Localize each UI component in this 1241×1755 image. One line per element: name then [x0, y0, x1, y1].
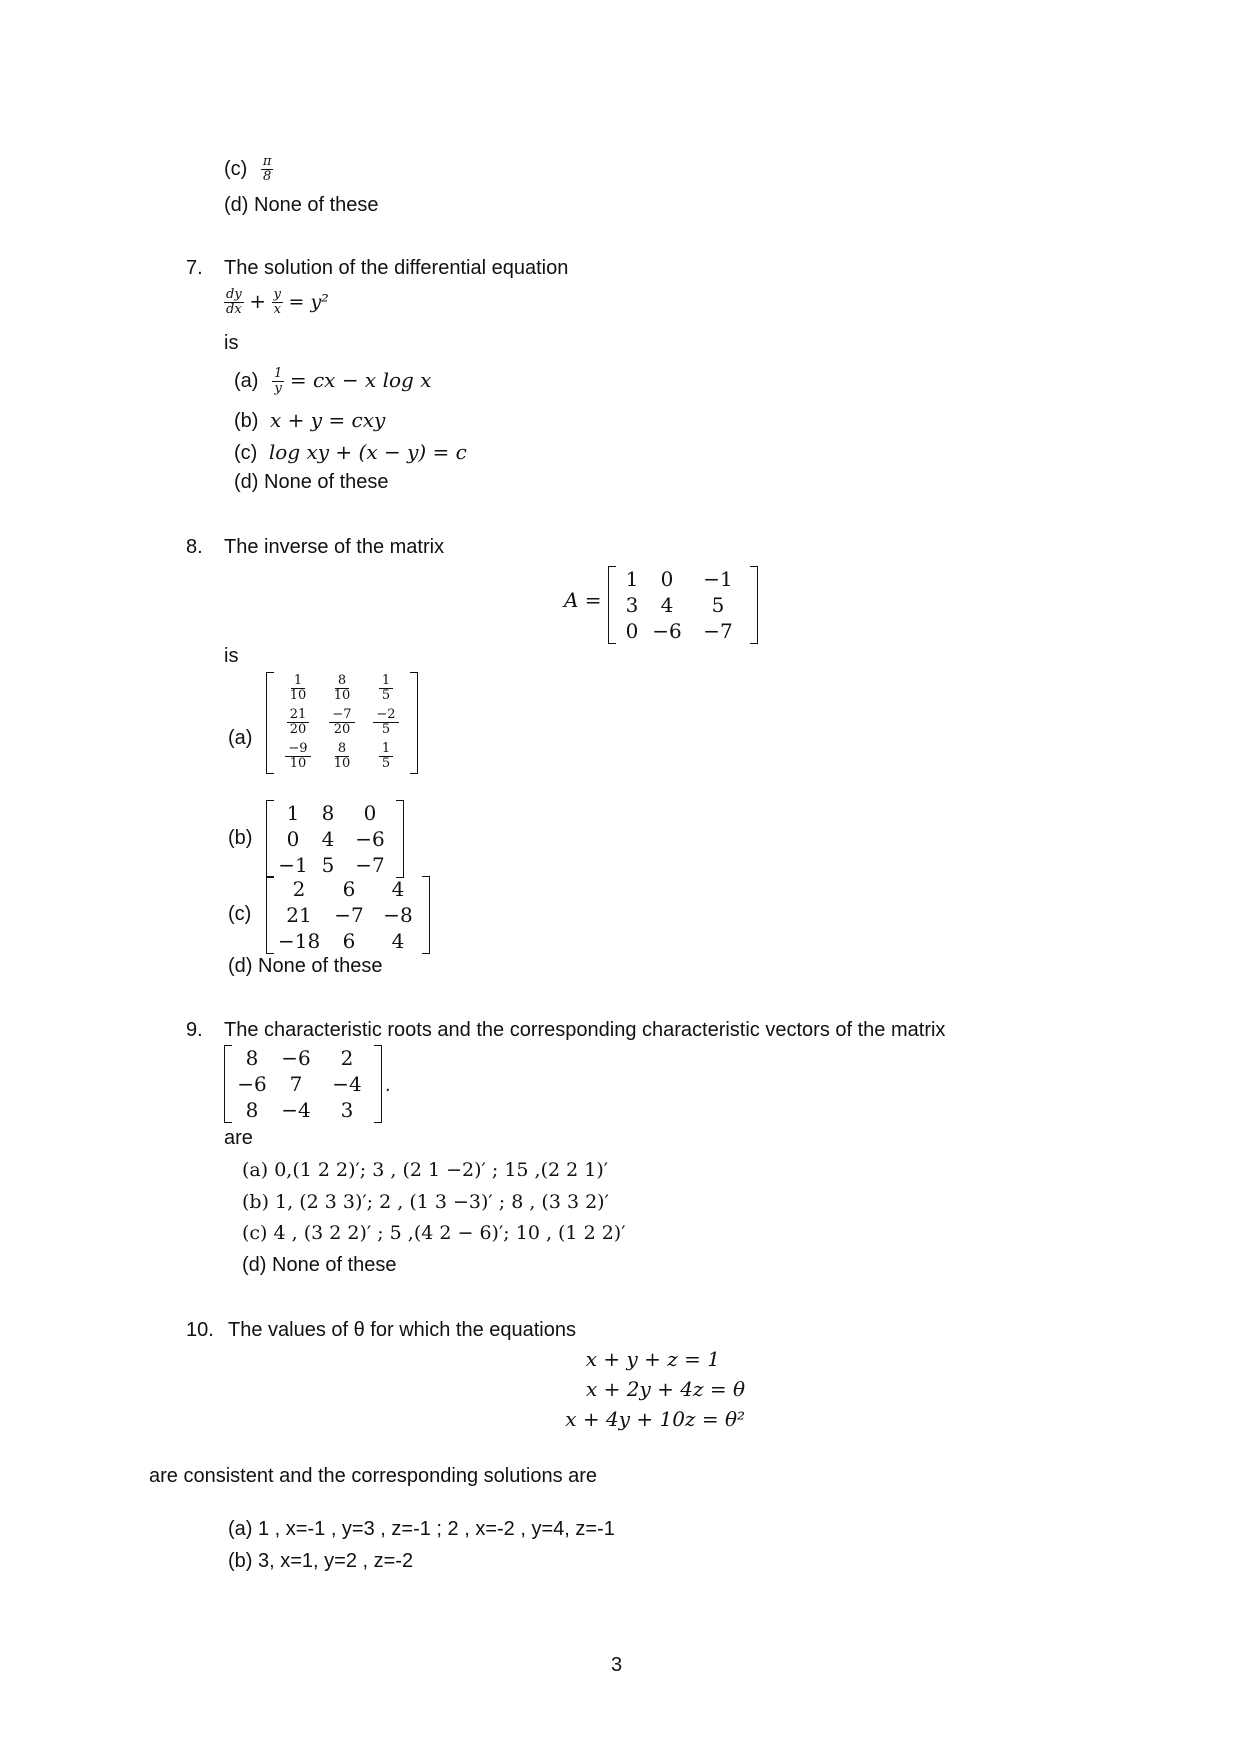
- q10-equation-3: x + 4y + 10z = θ²: [565, 1407, 745, 1431]
- q6-option-c: [224, 155, 273, 184]
- option-expression: log xy + (x − y) = c: [268, 440, 467, 464]
- q7-option-b: [234, 408, 385, 433]
- denominator: 20: [289, 722, 307, 737]
- q9-text: The characteristic roots and the corresponding characteristic vectors of the matrix: [224, 1019, 946, 1041]
- numerator: 8: [335, 674, 349, 689]
- fraction-dy-dx: [224, 288, 244, 317]
- matrix-grid: [274, 800, 396, 878]
- denominator: 10: [289, 688, 307, 703]
- numerator: y: [273, 287, 281, 302]
- q9-option-d: (d) None of these: [242, 1254, 397, 1276]
- matrix-entry: −4: [332, 1072, 362, 1096]
- denominator: 10: [289, 756, 307, 771]
- matrix-entry: 4: [660, 593, 674, 617]
- q8-option-b-matrix: [266, 800, 404, 878]
- right-bracket: [750, 566, 758, 644]
- q10-text: The values of θ for which the equations: [228, 1319, 576, 1341]
- q6-option-d: (d) None of these: [224, 194, 379, 216]
- numerator: 1: [379, 742, 393, 757]
- matrix-entry: 0: [286, 827, 300, 851]
- matrix-entry: 6: [342, 929, 356, 953]
- q7-equation: [224, 288, 329, 317]
- q10-number: 10.: [186, 1319, 214, 1341]
- option-label: (c): [234, 442, 258, 464]
- option-label: (c): [224, 157, 248, 180]
- q10-continuation: are consistent and the corresponding solutions are: [149, 1465, 598, 1487]
- q7-option-a: [234, 367, 431, 396]
- fraction-entry: [320, 672, 364, 706]
- numerator: 21: [287, 708, 310, 723]
- fraction-entry: [364, 706, 408, 740]
- matrix-a: [608, 566, 758, 644]
- fraction-entry: [276, 672, 320, 706]
- matrix-entry: −8: [383, 903, 413, 927]
- equation-rhs: = y²: [288, 290, 329, 313]
- plus-sign: +: [249, 288, 266, 313]
- fraction-entry: [364, 672, 408, 706]
- matrix-entry: 0: [625, 619, 639, 643]
- page-number: 3: [611, 1654, 623, 1676]
- right-bracket: [374, 1045, 382, 1123]
- left-bracket: [608, 566, 616, 644]
- matrix-grid: [616, 566, 750, 644]
- matrix-entry: 1: [625, 567, 639, 591]
- numerator: 1: [379, 674, 393, 689]
- denominator: x: [273, 302, 281, 317]
- q7-number: 7.: [186, 257, 203, 279]
- matrix-entry: 5: [321, 853, 335, 877]
- numerator: dy: [226, 287, 242, 302]
- q9-option-a: (a) 0,(1 2 2)′; 3 , (2 1 −2)′ ; 15 ,(2 2 1)′: [242, 1159, 609, 1181]
- numerator: −9: [285, 742, 310, 757]
- matrix-entry: 1: [286, 801, 300, 825]
- denominator: 5: [381, 756, 391, 771]
- denominator: y: [274, 381, 282, 396]
- matrix-entry: 2: [292, 877, 306, 901]
- matrix-entry: −4: [281, 1098, 311, 1122]
- denominator: 20: [333, 722, 351, 737]
- matrix-entry: 3: [625, 593, 639, 617]
- matrix-entry: −7: [703, 619, 733, 643]
- matrix-entry: 4: [391, 877, 405, 901]
- left-bracket: [266, 800, 274, 878]
- fraction: [261, 155, 274, 184]
- q8-text: The inverse of the matrix: [224, 536, 445, 558]
- matrix-entry: 0: [363, 801, 377, 825]
- option-expression: = cx − x log x: [289, 367, 432, 392]
- q8-option-d: (d) None of these: [228, 955, 383, 977]
- matrix-entry: 8: [245, 1046, 259, 1070]
- q10-equation-1: x + y + z = 1: [585, 1347, 720, 1371]
- option-expression: x + y = cxy: [270, 408, 386, 432]
- numerator: π: [262, 154, 272, 169]
- q10-option-b: (b) 3, x=1, y=2 , z=-2: [228, 1550, 414, 1572]
- q8-is: is: [224, 645, 239, 667]
- right-bracket: [396, 800, 404, 878]
- fraction-matrix-grid: [274, 672, 410, 774]
- numerator: 8: [335, 742, 349, 757]
- fraction-entry: [276, 706, 320, 740]
- matrix-grid: [274, 876, 422, 954]
- matrix-entry: 4: [391, 929, 405, 953]
- matrix-a-label: A =: [564, 588, 602, 612]
- denominator: 10: [333, 756, 351, 771]
- denominator: 5: [381, 688, 391, 703]
- matrix-entry: −1: [703, 567, 733, 591]
- q8-option-a-label: (a): [228, 727, 253, 749]
- option-label: (a): [234, 369, 259, 392]
- q8-number: 8.: [186, 536, 203, 558]
- q7-option-d: (d) None of these: [234, 471, 389, 493]
- matrix-entry: 8: [245, 1098, 259, 1122]
- matrix-entry: −6: [237, 1072, 267, 1096]
- q8-option-c-label: (c): [228, 903, 252, 925]
- numerator: 1: [291, 674, 305, 689]
- matrix-entry: 21: [286, 903, 312, 927]
- fraction-entry: [320, 740, 364, 774]
- fraction-entry: [364, 740, 408, 774]
- denominator: 8: [263, 169, 272, 184]
- matrix-entry: 4: [321, 827, 335, 851]
- q7-is: is: [224, 332, 239, 354]
- matrix-entry: 8: [321, 801, 335, 825]
- matrix-entry: −6: [281, 1046, 311, 1070]
- fraction: [272, 367, 284, 396]
- matrix-entry: −6: [652, 619, 682, 643]
- q10-equation-2: x + 2y + 4z = θ: [585, 1377, 745, 1401]
- fraction-entry: [276, 740, 320, 774]
- numerator: −7: [329, 708, 354, 723]
- fraction-y-x: [272, 288, 283, 317]
- q8-option-c-matrix: [266, 876, 430, 954]
- matrix-entry: −7: [355, 853, 385, 877]
- right-bracket: [422, 876, 430, 954]
- matrix-entry: −7: [334, 903, 364, 927]
- q9-matrix-period: .: [385, 1074, 391, 1096]
- left-bracket: [266, 876, 274, 954]
- right-bracket: [410, 672, 418, 774]
- matrix-entry: −6: [355, 827, 385, 851]
- q8-option-a-matrix: [266, 672, 418, 774]
- q9-option-b: (b) 1, (2 3 3)′; 2 , (1 3 −3)′ ; 8 , (3 3 2)′: [242, 1191, 609, 1213]
- q7-option-c: [234, 440, 467, 465]
- matrix-entry: 6: [342, 877, 356, 901]
- q8-option-b-label: (b): [228, 827, 253, 849]
- q9-are: are: [224, 1127, 253, 1149]
- denominator: 5: [381, 722, 391, 737]
- matrix-entry: 5: [711, 593, 725, 617]
- matrix-entry: −1: [278, 853, 308, 877]
- q9-matrix: [224, 1045, 382, 1123]
- matrix-grid: [232, 1045, 374, 1123]
- matrix-entry: 2: [340, 1046, 354, 1070]
- denominator: dx: [226, 302, 242, 317]
- q9-number: 9.: [186, 1019, 203, 1041]
- matrix-entry: 0: [660, 567, 674, 591]
- left-bracket: [224, 1045, 232, 1123]
- q9-option-c: (c) 4 , (3 2 2)′ ; 5 ,(4 2 − 6)′; 10 , (1 2 2)′: [242, 1222, 626, 1244]
- matrix-entry: −18: [278, 929, 321, 953]
- denominator: 10: [333, 688, 351, 703]
- left-bracket: [266, 672, 274, 774]
- fraction-entry: [320, 706, 364, 740]
- q7-text: The solution of the differential equation: [224, 257, 569, 279]
- matrix-entry: 3: [340, 1098, 354, 1122]
- numerator: 1: [274, 366, 283, 381]
- option-label: (b): [234, 410, 259, 432]
- q10-option-a: (a) 1 , x=-1 , y=3 , z=-1 ; 2 , x=-2 , y=4, z=-1: [228, 1518, 615, 1540]
- numerator: −2: [373, 708, 398, 723]
- matrix-entry: 7: [289, 1072, 303, 1096]
